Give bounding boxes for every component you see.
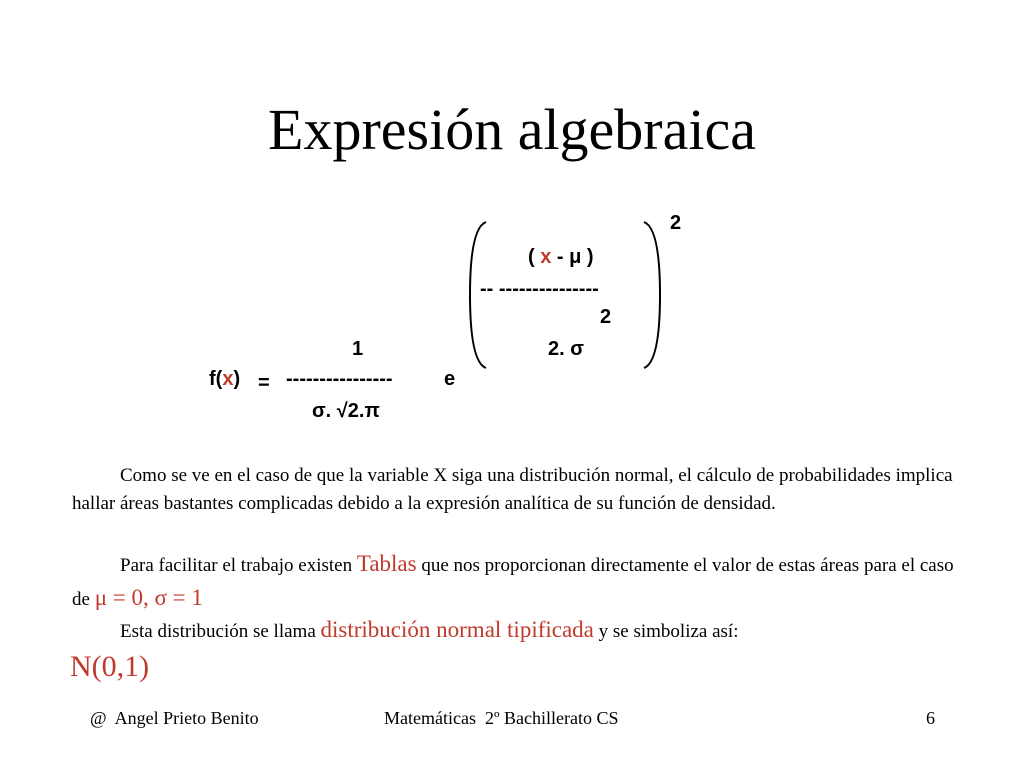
exponent-denominator-power: 2	[600, 306, 612, 328]
footer-page-number: 6	[926, 708, 935, 728]
exponent-fraction-bar: -- ---------------	[480, 278, 599, 300]
paragraph-1-text: Como se ve en el caso de que la variable X siga una distribución normal, el cálculo de probabilidades implica hallar áreas bastantes complicadas debido a la expresión analítica de su función de densidad.	[72, 465, 953, 514]
paragraph-2-text2: que nos proporcionan directamente el valor de estas áreas para el caso de	[72, 555, 954, 610]
exponent-power: 2	[670, 212, 682, 234]
coefficient-numerator: 1	[352, 338, 364, 360]
numerator-rest: - μ )	[551, 246, 594, 268]
tipificada-highlight: distribución normal tipificada	[320, 617, 594, 642]
standard-params: μ = 0, σ = 1	[94, 585, 203, 610]
footer-author: @ Angel Prieto Benito	[90, 708, 259, 728]
lhs-f: f(	[209, 368, 223, 390]
numerator-open: (	[528, 246, 541, 268]
footer-course: Matemáticas 2º Bachillerato CS	[384, 708, 619, 728]
exponent-denominator: 2. σ	[548, 338, 584, 360]
tablas-highlight: Tablas	[356, 551, 417, 576]
base-e: e	[444, 368, 456, 390]
paragraph-3-text2: y se simboliza así:	[593, 621, 739, 642]
paragraph-3	[72, 616, 972, 646]
function-lhs	[209, 368, 240, 391]
slide-title: Expresión algebraica	[268, 97, 756, 162]
coefficient-fraction-bar: ----------------	[286, 368, 393, 390]
lhs-close: )	[233, 368, 241, 390]
equals-sign: =	[258, 372, 270, 394]
paragraph-3-text1: Esta distribución se llama	[120, 621, 321, 642]
paragraph-2	[72, 548, 972, 616]
paragraph-1	[72, 462, 972, 518]
right-parenthesis	[640, 220, 664, 370]
normal-notation: N(0,1)	[70, 650, 150, 683]
lhs-variable: x	[222, 368, 234, 390]
coefficient-denominator: σ. √2.π	[312, 400, 380, 422]
exponent-numerator	[528, 246, 594, 269]
numerator-variable: x	[540, 246, 552, 268]
paragraph-2-text1: Para facilitar el trabajo existen	[120, 555, 357, 576]
